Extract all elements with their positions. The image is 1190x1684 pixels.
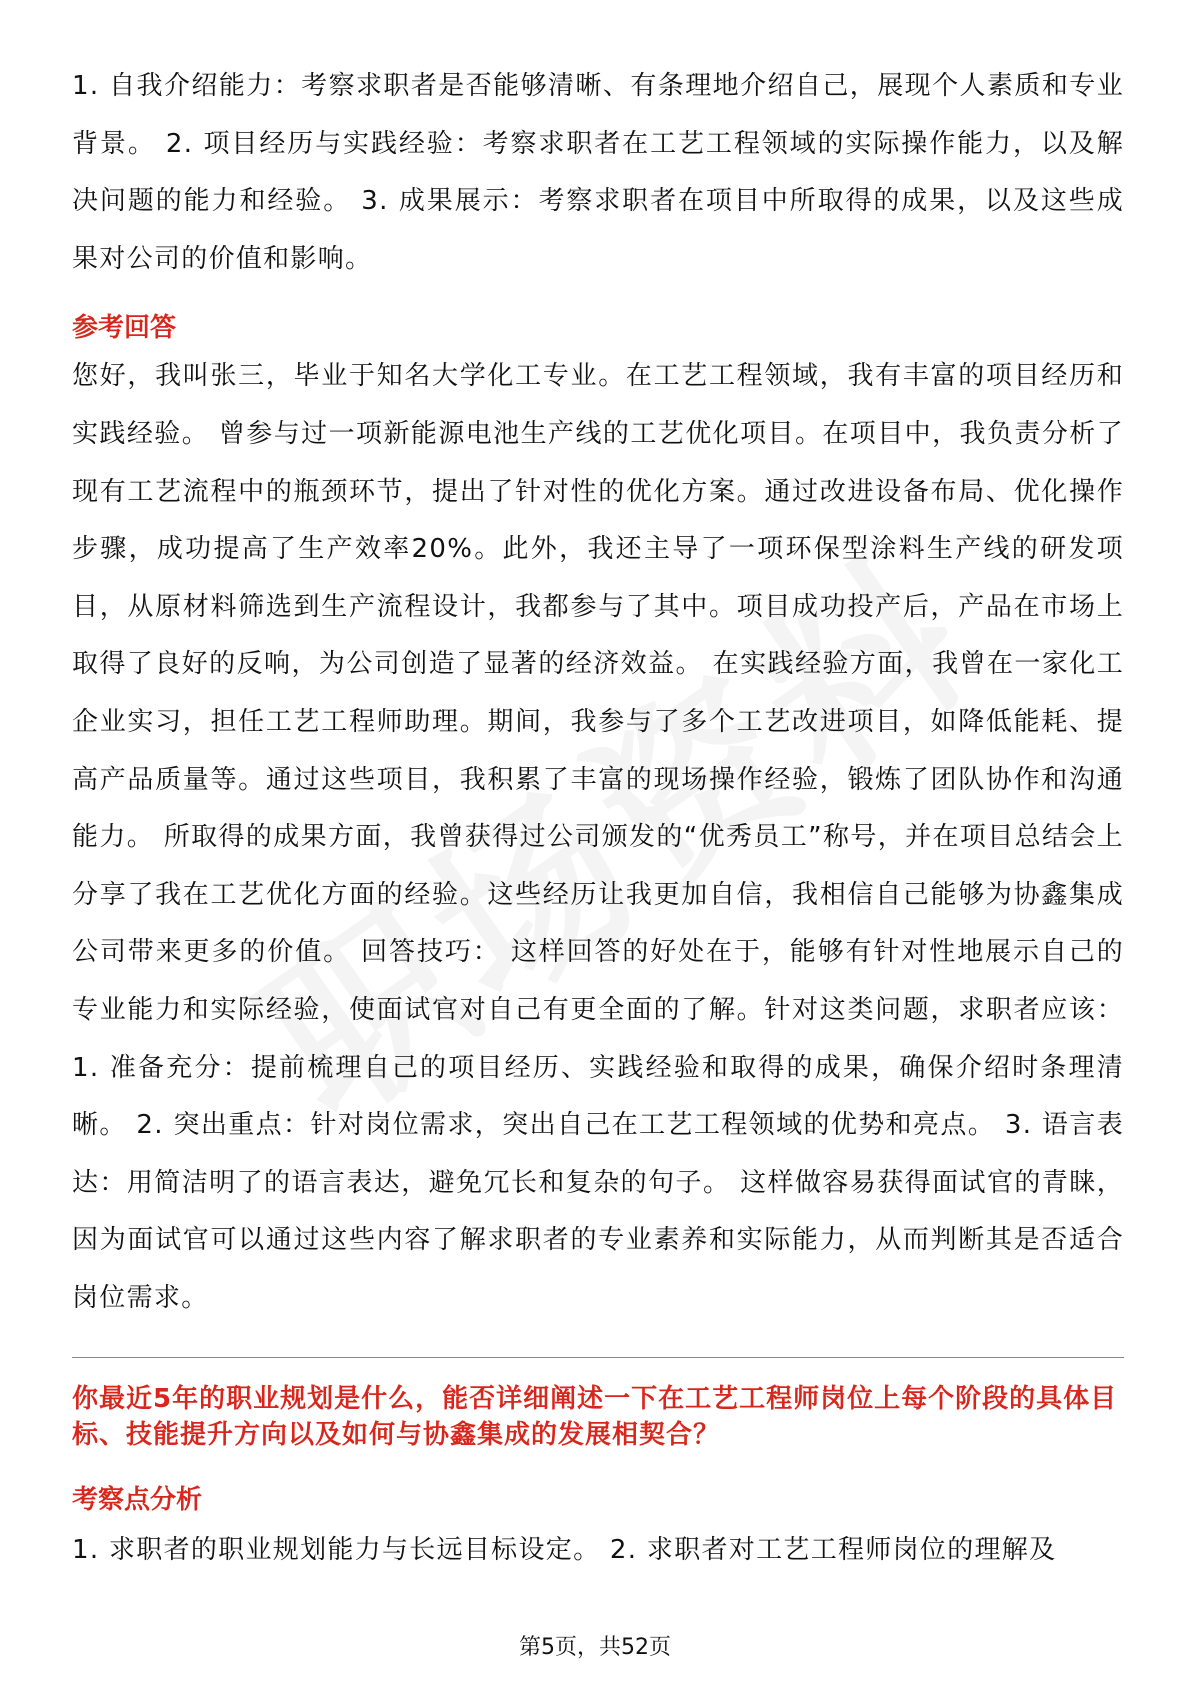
document-page: [72, 58, 1124, 1580]
reference-answer-paragraph: 您好，我叫张三，毕业于知名大学化工专业。在工艺工程领域，我有丰富的项目经历和实践经验。 曾参与过一项新能源电池生产线的工艺优化项目。在项目中，我负责分析了现有工艺流程中的瓶颈环节，提出了针对性的优化方案。通过改进设备布局、优化操作步骤，成功提高了生产效率20%。此外，我还主导了一项环保型涂料生产线的研发项目，从原材料筛选到生产流程设计，我都参与了其中。项目成功投产后，产品在市场上取得了良好的反响，为公司创造了显著的经济效益。 在实践经验方面，我曾在一家化工企业实习，担任工艺工程师助理。期间，我参与了多个工艺改进项目，如降低能耗、提高产品质量等。通过这些项目，我积累了丰富的现场操作经验，锻炼了团队协作和沟通能力。 所取得的成果方面，我曾获得过公司颁发的“优秀员工”称号，并在项目总结会上分享了我在工艺优化方面的经验。这些经历让我更加自信，我相信自己能够为协鑫集成公司带来更多的价值。 回答技巧： 这样回答的好处在于，能够有针对性地展示自己的专业能力和实际经验，使面试官对自己有更全面的了解。针对这类问题，求职者应该： 1. 准备充分：提前梳理自己的项目经历、实践经验和取得的成果，确保介绍时条理清晰。 2. 突出重点：针对岗位需求，突出自己在工艺工程领域的优势和亮点。 3. 语言表达：用简洁明了的语言表达，避免冗长和复杂的句子。 这样做容易获得面试官的青睐，因为面试官可以通过这些内容了解求职者的专业素养和实际能力，从而判断其是否适合岗位需求。: [72, 361, 1124, 1313]
analysis-paragraph: 1. 求职者的职业规划能力与长远目标设定。 2. 求职者对工艺工程师岗位的理解及: [72, 1535, 1057, 1566]
reference-answer-heading: 参考回答: [72, 313, 177, 344]
page-number-footer: 第5页，共52页: [519, 1635, 671, 1660]
intro-paragraph: 1. 自我介绍能力：考察求职者是否能够清晰、有条理地介绍自己，展现个人素质和专业背景。 2. 项目经历与实践经验：考察求职者在工艺工程领域的实际操作能力，以及解决问题的能力和经验。 3. 成果展示：考察求职者在项目中所取得的成果，以及这些成果对公司的价值和影响。: [72, 71, 1124, 274]
question-heading: 你最近5年的职业规划是什么，能否详细阐述一下在工艺工程师岗位上每个阶段的具体目标、技能提升方向以及如何与协鑫集成的发展相契合？: [72, 1384, 1118, 1451]
analysis-heading: 考察点分析: [72, 1485, 203, 1516]
section-divider: [72, 1357, 1124, 1358]
